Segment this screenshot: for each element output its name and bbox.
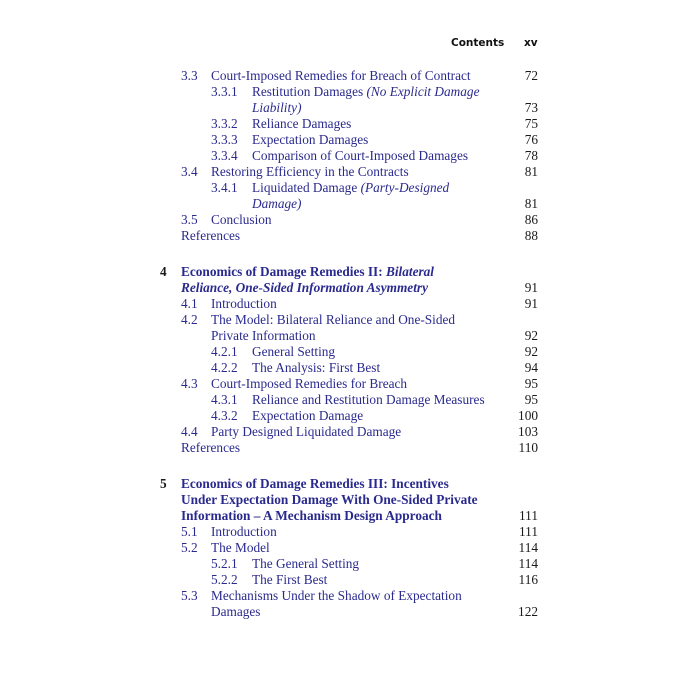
toc-entry[interactable] bbox=[0, 408, 700, 424]
chapter-5-heading-line-2[interactable] bbox=[0, 492, 700, 508]
page-number: 81 bbox=[524, 164, 538, 179]
chapter-5-heading-line-1[interactable] bbox=[0, 476, 700, 492]
section-title: Expectation Damage bbox=[252, 408, 364, 423]
toc-entry[interactable] bbox=[0, 164, 700, 180]
chapter-4-heading-line-1[interactable] bbox=[0, 264, 700, 280]
toc-entry[interactable] bbox=[0, 540, 700, 556]
section-title: Mechanisms Under the Shadow of Expectation bbox=[211, 588, 462, 603]
section-title: Expectation Damages bbox=[252, 132, 369, 147]
chapter-number: 4 bbox=[160, 264, 167, 279]
section-number: 3.3.3 bbox=[211, 132, 238, 147]
section-title: Reliance and Restitution Damage Measures bbox=[252, 392, 485, 407]
page-number: 88 bbox=[524, 228, 538, 243]
toc-entry[interactable] bbox=[0, 148, 700, 164]
toc-entry[interactable] bbox=[0, 296, 700, 312]
toc-entry[interactable] bbox=[0, 360, 700, 376]
page-number: 122 bbox=[518, 604, 538, 619]
section-title: The Model: Bilateral Reliance and One-Sided bbox=[211, 312, 456, 327]
page-number: 95 bbox=[524, 376, 538, 391]
section-title: Damage) bbox=[252, 196, 302, 211]
toc-entry[interactable] bbox=[0, 440, 700, 456]
page-number: 76 bbox=[524, 132, 538, 147]
section-number: 4.2 bbox=[181, 312, 198, 327]
section-number: 4.3.1 bbox=[211, 392, 238, 407]
section-number: 3.3.1 bbox=[211, 84, 238, 99]
chapter-title-cont: Under Expectation Damage With One-Sided Private bbox=[181, 492, 478, 507]
section-title: References bbox=[181, 440, 241, 455]
header-title: Contents bbox=[451, 37, 505, 49]
toc-entry[interactable] bbox=[0, 116, 700, 132]
toc-entry[interactable] bbox=[0, 312, 700, 328]
section-number: 4.3.2 bbox=[211, 408, 238, 423]
section-title: Damages bbox=[211, 604, 261, 619]
section-title: The General Setting bbox=[252, 556, 360, 571]
page-number: 81 bbox=[524, 196, 538, 211]
section-number: 3.4 bbox=[181, 164, 198, 179]
section-title: Restoring Efficiency in the Contracts bbox=[211, 164, 409, 179]
section-title: Conclusion bbox=[211, 212, 272, 227]
section-number: 3.5 bbox=[181, 212, 198, 227]
toc-entry[interactable] bbox=[0, 392, 700, 408]
section-number: 5.2.2 bbox=[211, 572, 238, 587]
section-title: Introduction bbox=[211, 524, 277, 539]
chapter-title: Economics of Damage Remedies III: Incentives bbox=[181, 476, 449, 491]
section-title: Private Information bbox=[211, 328, 316, 343]
page-number: 95 bbox=[524, 392, 538, 407]
toc-entry[interactable] bbox=[0, 588, 700, 604]
section-number: 5.2.1 bbox=[211, 556, 238, 571]
chapter-4-heading-line-2[interactable] bbox=[0, 280, 700, 296]
section-title: General Setting bbox=[252, 344, 336, 359]
page-number: 78 bbox=[524, 148, 538, 163]
section-title: Court-Imposed Remedies for Breach of Contract bbox=[211, 68, 471, 83]
section-number: 5.1 bbox=[181, 524, 198, 539]
toc-entry[interactable] bbox=[0, 132, 700, 148]
toc-entry[interactable] bbox=[0, 424, 700, 440]
page-number: 92 bbox=[524, 344, 538, 359]
section-number: 5.3 bbox=[181, 588, 198, 603]
toc-entry[interactable] bbox=[0, 212, 700, 228]
page-number: 75 bbox=[524, 116, 538, 131]
page-number: 111 bbox=[519, 508, 538, 523]
page-number: 114 bbox=[518, 540, 538, 555]
chapter-title-cont: Reliance, One-Sided Information Asymmetry bbox=[181, 280, 428, 295]
section-title: References bbox=[181, 228, 241, 243]
section-title: The Analysis: First Best bbox=[252, 360, 381, 375]
page-number: 116 bbox=[518, 572, 538, 587]
section-title: The Model bbox=[211, 540, 270, 555]
toc-entry[interactable] bbox=[0, 196, 700, 212]
toc-entry[interactable] bbox=[0, 572, 700, 588]
toc-entry[interactable] bbox=[0, 68, 700, 84]
section-number: 5.2 bbox=[181, 540, 198, 555]
section-title: Party Designed Liquidated Damage bbox=[211, 424, 402, 439]
section-title: Restitution Damages (No Explicit Damage bbox=[252, 84, 480, 99]
section-number: 3.4.1 bbox=[211, 180, 238, 195]
page-number: 86 bbox=[524, 212, 538, 227]
toc-entry[interactable] bbox=[0, 344, 700, 360]
page-number: 92 bbox=[524, 328, 538, 343]
page-number: 114 bbox=[518, 556, 538, 571]
section-number: 3.3 bbox=[181, 68, 198, 83]
section-number: 4.2.2 bbox=[211, 360, 238, 375]
section-number: 4.2.1 bbox=[211, 344, 238, 359]
section-title: Introduction bbox=[211, 296, 277, 311]
section-title: Court-Imposed Remedies for Breach bbox=[211, 376, 408, 391]
section-title: Liquidated Damage (Party-Designed bbox=[252, 180, 450, 195]
toc-entry[interactable] bbox=[0, 524, 700, 540]
toc-entry[interactable] bbox=[0, 604, 700, 620]
chapter-5-heading-line-3[interactable] bbox=[0, 508, 700, 524]
toc-entry[interactable] bbox=[0, 100, 700, 116]
toc-entry[interactable] bbox=[0, 556, 700, 572]
section-title: Liability) bbox=[252, 100, 302, 115]
section-number: 4.1 bbox=[181, 296, 198, 311]
running-header bbox=[0, 37, 700, 53]
section-number: 4.3 bbox=[181, 376, 198, 391]
section-title: Reliance Damages bbox=[252, 116, 352, 131]
toc-entry[interactable] bbox=[0, 328, 700, 344]
chapter-title-cont: Information – A Mechanism Design Approach bbox=[181, 508, 442, 523]
toc-entry[interactable] bbox=[0, 228, 700, 244]
section-title: The First Best bbox=[252, 572, 328, 587]
page-number: 103 bbox=[518, 424, 538, 439]
section-number: 4.4 bbox=[181, 424, 198, 439]
chapter-title: Economics of Damage Remedies II: Bilateral bbox=[181, 264, 434, 279]
page-number: 94 bbox=[524, 360, 538, 375]
header-page-number: xv bbox=[524, 37, 538, 49]
page-number: 72 bbox=[524, 68, 538, 83]
toc-entry[interactable] bbox=[0, 84, 700, 100]
section-number: 3.3.2 bbox=[211, 116, 238, 131]
page-number: 91 bbox=[524, 296, 538, 311]
page-number: 110 bbox=[518, 440, 538, 455]
section-number: 3.3.4 bbox=[211, 148, 238, 163]
page-number: 100 bbox=[518, 408, 538, 423]
page-number: 73 bbox=[524, 100, 538, 115]
toc-entry[interactable] bbox=[0, 180, 700, 196]
page-number: 111 bbox=[519, 524, 538, 539]
toc-entry[interactable] bbox=[0, 376, 700, 392]
section-title: Comparison of Court-Imposed Damages bbox=[252, 148, 469, 163]
page-number: 91 bbox=[524, 280, 538, 295]
chapter-number: 5 bbox=[160, 476, 167, 491]
